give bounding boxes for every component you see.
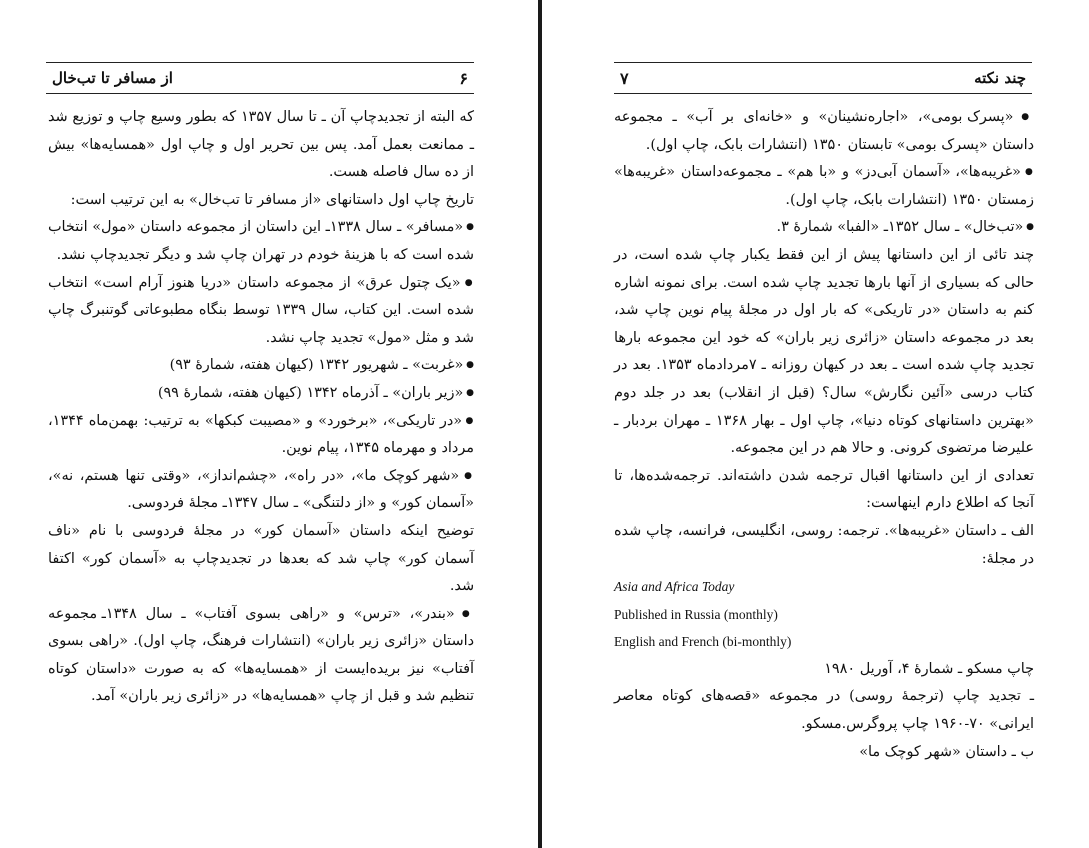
right-page-header	[614, 62, 1032, 94]
bullet-paragraph: ● «زیر باران» ـ آذرماه ۱۳۴۲ (کیهان هفته، شمارهٔ ۹۹)	[48, 380, 474, 408]
paragraph: الف ـ داستان «غریبه‌ها». ترجمه: روسی، انگلیسی، فرانسه، چاپ شده در مجلهٔ:	[614, 522, 1034, 567]
bullet-paragraph: ● «غربت» ـ شهریور ۱۳۴۲ (کیهان هفته، شمارهٔ ۹۳)	[48, 352, 474, 380]
bullet-paragraph: ● «در تاریکی»، «برخورد» و «مصیبت کبکها» به ترتیب: بهمن‌ماه ۱۳۴۴، مرداد و مهرماه ۱۳۴۵، پیام نوین.	[48, 408, 474, 463]
paragraph: چند تائی از این داستانها پیش از این فقط یکبار چاپ شده است، در حالی که بسیاری از آنها بارها تجدید چاپ شده است. برای نمونه اشاره کنم به داستان «در تاریکی» که بار اول در مجلهٔ پیام نوین چاپ شد، بعد در مجموعه داستان «زائری زیر باران» که خود این مجموعه بارها تجدید چاپ شده است ـ بعد در کیهان روزانه ـ ۷مردادماه ۱۳۵۳. بعد در کتاب درسی «آئین نگارش» سال؟ (قبل از انقلاب) بعد در جلد دوم «بهترین داستانهای کوتاه دنیا»، چاپ اول ـ بهار ۱۳۶۸ ـ مهران بردبار ـ علیرضا مرتضوی کرونی. و حالا هم در این مجموعه.	[614, 246, 1034, 457]
left-page-number: ۶	[459, 68, 468, 88]
bullet-paragraph: ● «غریبه‌ها»، «آسمان آبی‌دز» و «با هم» ـ مجموعه‌داستان «غریبه‌ها» زمستان ۱۳۵۰ (انتشارات بابک، چاپ اول).	[614, 159, 1034, 214]
paragraph: ـ تجدید چاپ (ترجمهٔ روسی) در مجموعه «قصه‌های کوتاه معاصر ایرانی» ۷۰-۱۹۶۰ چاپ پروگرس.مسکو.	[614, 688, 1034, 733]
paragraph: چاپ مسکو ـ شمارهٔ ۴، آوریل ۱۹۸۰	[824, 660, 1034, 677]
right-page	[542, 0, 1089, 848]
bullet-paragraph: ● «یک چتول عرق» از مجموعه داستان «دریا هنوز آرام است» انتخاب شده است. این کتاب، سال ۱۳۳۹ توسط بنگاه مطبوعاتی گوتنبرگ چاپ شد و مثل «مول» تجدید چاپ نشد.	[48, 270, 474, 353]
bullet-paragraph: ● «پسرک بومی»، «اجاره‌نشینان» و «خانه‌ای بر آب» ـ مجموعه داستان «پسرک بومی» تابستان ۱۳۵۰ (انتشارات بابک، چاپ اول).	[614, 104, 1034, 159]
right-page-body	[614, 104, 1034, 766]
paragraph: تاریخ چاپ اول داستانهای «از مسافر تا تب‌خال» به این ترتیب است:	[70, 191, 474, 208]
bullet-paragraph: ● «مسافر» ـ سال ۱۳۳۸ـ این داستان از مجموعه داستان «مول» انتخاب شده است که با هزینهٔ خودم در تهران چاپ شد و دیگر تجدیدچاپ نشد.	[48, 214, 474, 269]
paragraph: توضیح اینکه داستان «آسمان کور» در مجلهٔ فردوسی با نام «ناف آسمان کور» چاپ شد که بعدها در تجدیدچاپ به «آسمان کور» اکتفا شد.	[48, 522, 474, 595]
english-line: Published in Russia (monthly)	[614, 606, 778, 622]
paragraph: تعدادی از این داستانها اقبال ترجمه شدن داشته‌اند. ترجمه‌شده‌ها، تا آنجا که اطلاع دارم اینهاست:	[614, 467, 1034, 512]
left-running-title: از مسافر تا تب‌خال	[52, 69, 173, 87]
right-page-number: ۷	[620, 68, 629, 88]
bullet-paragraph: ● «بندر»، «ترس» و «راهی بسوی آفتاب» ـ سال ۱۳۴۸ـ مجموعه داستان «زائری زیر باران» (انتشارات فرهنگ، چاپ اول). «راهی بسوی آفتاب» نیز بریده‌ایست از «همسایه‌ها» که به صورت «داستان کوتاه تنظیم شد و قبل از چاپ «همسایه‌ها» در «زائری زیر باران» آمد.	[48, 601, 474, 711]
left-page-header	[46, 62, 474, 94]
english-line: English and French (bi-monthly)	[614, 634, 792, 650]
paragraph: که البته از تجدیدچاپ آن ـ تا سال ۱۳۵۷ که بطور وسیع چاپ و توزیع شد ـ ممانعت بعمل آمد. پس بین تحریر اول و چاپ اول «همسایه‌ها» بیش از ده سال فاصله هست.	[48, 109, 474, 181]
paragraph: ب ـ داستان «شهر کوچک ما»	[859, 743, 1034, 760]
bullet-paragraph: ● «شهر کوچک ما»، «در راه»، «چشم‌انداز»، «وقتی تنها هستم، نه»، «آسمان کور» و «از دلتنگی» ـ سال ۱۳۴۷ـ مجلهٔ فردوسی.	[48, 463, 474, 518]
bullet-paragraph: ● «تب‌خال» ـ سال ۱۳۵۲ـ «الفبا» شمارهٔ ۳.	[614, 214, 1034, 242]
left-page-body	[48, 104, 474, 711]
left-page	[0, 0, 538, 848]
right-running-title: چند نکته	[974, 69, 1026, 87]
journal-title-english: Asia and Africa Today	[614, 579, 735, 595]
